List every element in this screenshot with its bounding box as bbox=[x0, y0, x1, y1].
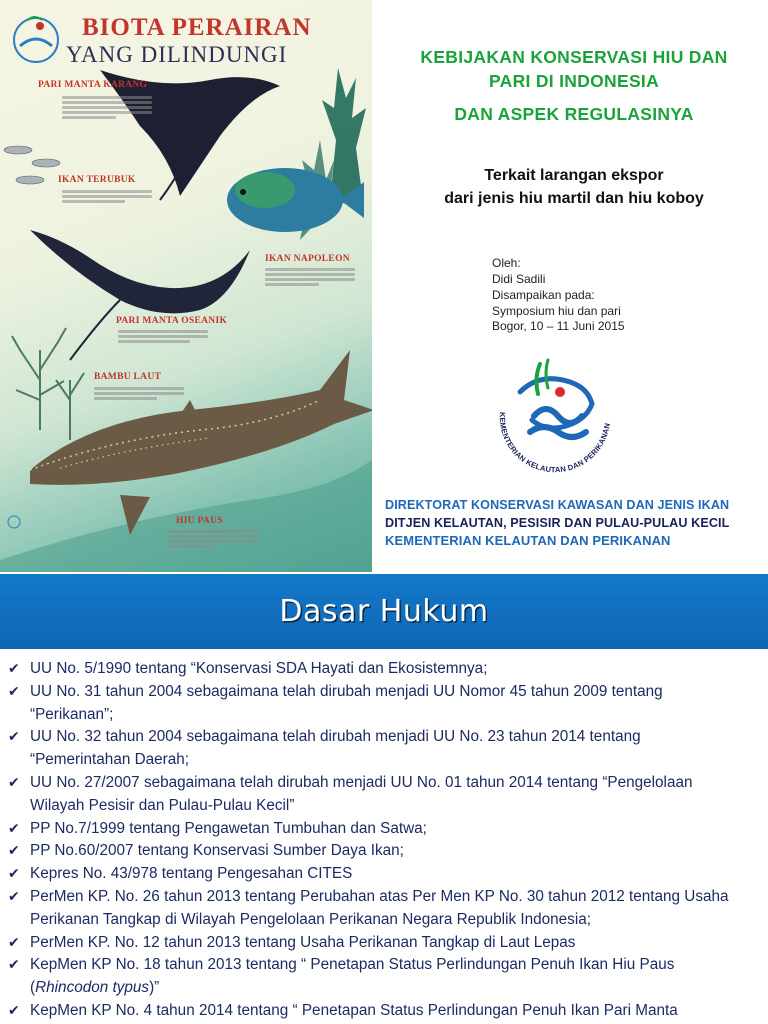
checkmark-icon: ✔ bbox=[8, 774, 20, 791]
checkmark-icon: ✔ bbox=[8, 820, 20, 837]
checkmark-icon: ✔ bbox=[8, 729, 20, 746]
list-item: ✔ Kepres No. 43/978 tentang Pengesahan CITES bbox=[8, 863, 764, 886]
slide-title: Dasar Hukum bbox=[279, 594, 489, 629]
species-caption bbox=[168, 528, 258, 550]
legal-basis-list bbox=[8, 658, 764, 1023]
checkmark-icon: ✔ bbox=[8, 683, 20, 700]
oceanic-manta-illustration bbox=[30, 230, 250, 313]
list-item: ✔ PP No.7/1999 tentang Pengawetan Tumbuhan dan Satwa; bbox=[8, 818, 764, 841]
org-directorate: DIREKTORAT KONSERVASI KAWASAN DAN JENIS IKAN bbox=[385, 498, 730, 512]
species-caption bbox=[118, 328, 208, 345]
poster-subtitle: YANG DILINDUNGI bbox=[66, 42, 288, 67]
species-caption bbox=[265, 266, 355, 288]
byline-presented-label: Disampaikan pada: bbox=[492, 288, 595, 302]
byline-author: Didi Sadili bbox=[492, 272, 546, 286]
checkmark-icon: ✔ bbox=[8, 866, 20, 883]
svg-text:KEMENTERIAN KELAUTAN DAN PERIK bbox=[498, 412, 612, 474]
checkmark-icon: ✔ bbox=[8, 843, 20, 860]
kkp-ministry-logo-icon bbox=[490, 352, 620, 482]
species-heading: PARI MANTA KARANG bbox=[38, 80, 148, 90]
list-item: ✔ UU No. 32 tahun 2004 sebagaimana telah dirubah menjadi UU No. 23 tahun 2014 tentang “Pemerintahan Daerah; bbox=[8, 728, 641, 769]
slide-title-line-2: PARI DI INDONESIA bbox=[488, 71, 660, 91]
checkmark-icon: ✔ bbox=[8, 1002, 20, 1019]
title-band bbox=[0, 574, 768, 649]
org-ministry: KEMENTERIAN KELAUTAN DAN PERIKANAN bbox=[385, 533, 671, 548]
org-directorate-general: DITJEN KELAUTAN, PESISIR DAN PULAU-PULAU KECIL bbox=[385, 516, 730, 530]
slide-subtitle-line-1: Terkait larangan ekspor bbox=[484, 167, 664, 184]
protected-species-poster bbox=[0, 0, 372, 572]
species-heading: BAMBU LAUT bbox=[94, 372, 162, 382]
byline-place-date: Bogor, 10 – 11 Juni 2015 bbox=[492, 319, 625, 333]
species-caption bbox=[94, 385, 184, 402]
bamboo-coral-illustration bbox=[12, 328, 84, 440]
list-item: ✔ UU No. 31 tahun 2004 sebagaimana telah dirubah menjadi UU Nomor 45 tahun 2009 tentang “Perikanan”; bbox=[8, 682, 663, 723]
list-item: ✔ UU No. 27/2007 sebagaimana telah dirubah menjadi UU No. 01 tahun 2014 tentang “Pengelolaan Wilayah Pesisir dan Pulau-Pulau Kecil” bbox=[8, 773, 693, 814]
species-heading: PARI MANTA OSEANIK bbox=[116, 316, 228, 326]
slide-subtitle-line-2: dari jenis hiu martil dan hiu koboy bbox=[444, 190, 704, 207]
species-caption bbox=[62, 94, 152, 121]
checkmark-icon: ✔ bbox=[8, 888, 20, 905]
poster-logo-icon bbox=[14, 17, 58, 62]
checkmark-icon: ✔ bbox=[8, 957, 20, 974]
small-fish-illustration bbox=[4, 146, 60, 184]
byline-label: Oleh: bbox=[492, 256, 521, 270]
checkmark-icon: ✔ bbox=[8, 934, 20, 951]
species-heading: HIU PAUS bbox=[176, 516, 223, 526]
list-item: ✔ KepMen KP No. 18 tahun 2013 tentang “ Penetapan Status Perlindungan Penuh Ikan Hiu Paus (Rhincodon typus)” bbox=[8, 956, 675, 997]
list-item: ✔ PerMen KP. No. 12 tahun 2013 tentang Usaha Perikanan Tangkap di Laut Lepas bbox=[8, 932, 764, 955]
slide-title-line-1: KEBIJAKAN KONSERVASI HIU DAN bbox=[420, 47, 728, 67]
legal-basis-slide bbox=[0, 574, 768, 1024]
list-item: ✔ PP No.60/2007 tentang Konservasi Sumber Daya Ikan; bbox=[8, 840, 764, 863]
species-heading: IKAN NAPOLEON bbox=[265, 254, 350, 264]
slide-title-line-3: DAN ASPEK REGULASINYA bbox=[454, 104, 694, 124]
logo-ring-text: KEMENTERIAN KELAUTAN DAN PERIKANAN bbox=[497, 411, 612, 475]
list-item: ✔ KepMen KP No. 4 tahun 2014 tentang “ Penetapan Status Perlindungan Penuh Ikan Pari Manta bbox=[8, 1000, 764, 1023]
list-item: ✔ UU No. 5/1990 tentang “Konservasi SDA Hayati dan Ekosistemnya; bbox=[8, 658, 764, 681]
list-item: ✔ PerMen KP. No. 26 tahun 2013 tentang Perubahan atas Per Men KP No. 30 tahun 2012 tentang Usaha Perikanan Tangkap di Wilayah Pengelolaan Perikanan Negara Republik Indonesia; bbox=[8, 887, 729, 928]
species-caption bbox=[62, 188, 152, 205]
poster-title: BIOTA PERAIRAN bbox=[82, 14, 312, 41]
species-heading: IKAN TERUBUK bbox=[58, 175, 136, 185]
checkmark-icon: ✔ bbox=[8, 661, 20, 677]
byline-event: Symposium hiu dan pari bbox=[492, 304, 621, 318]
